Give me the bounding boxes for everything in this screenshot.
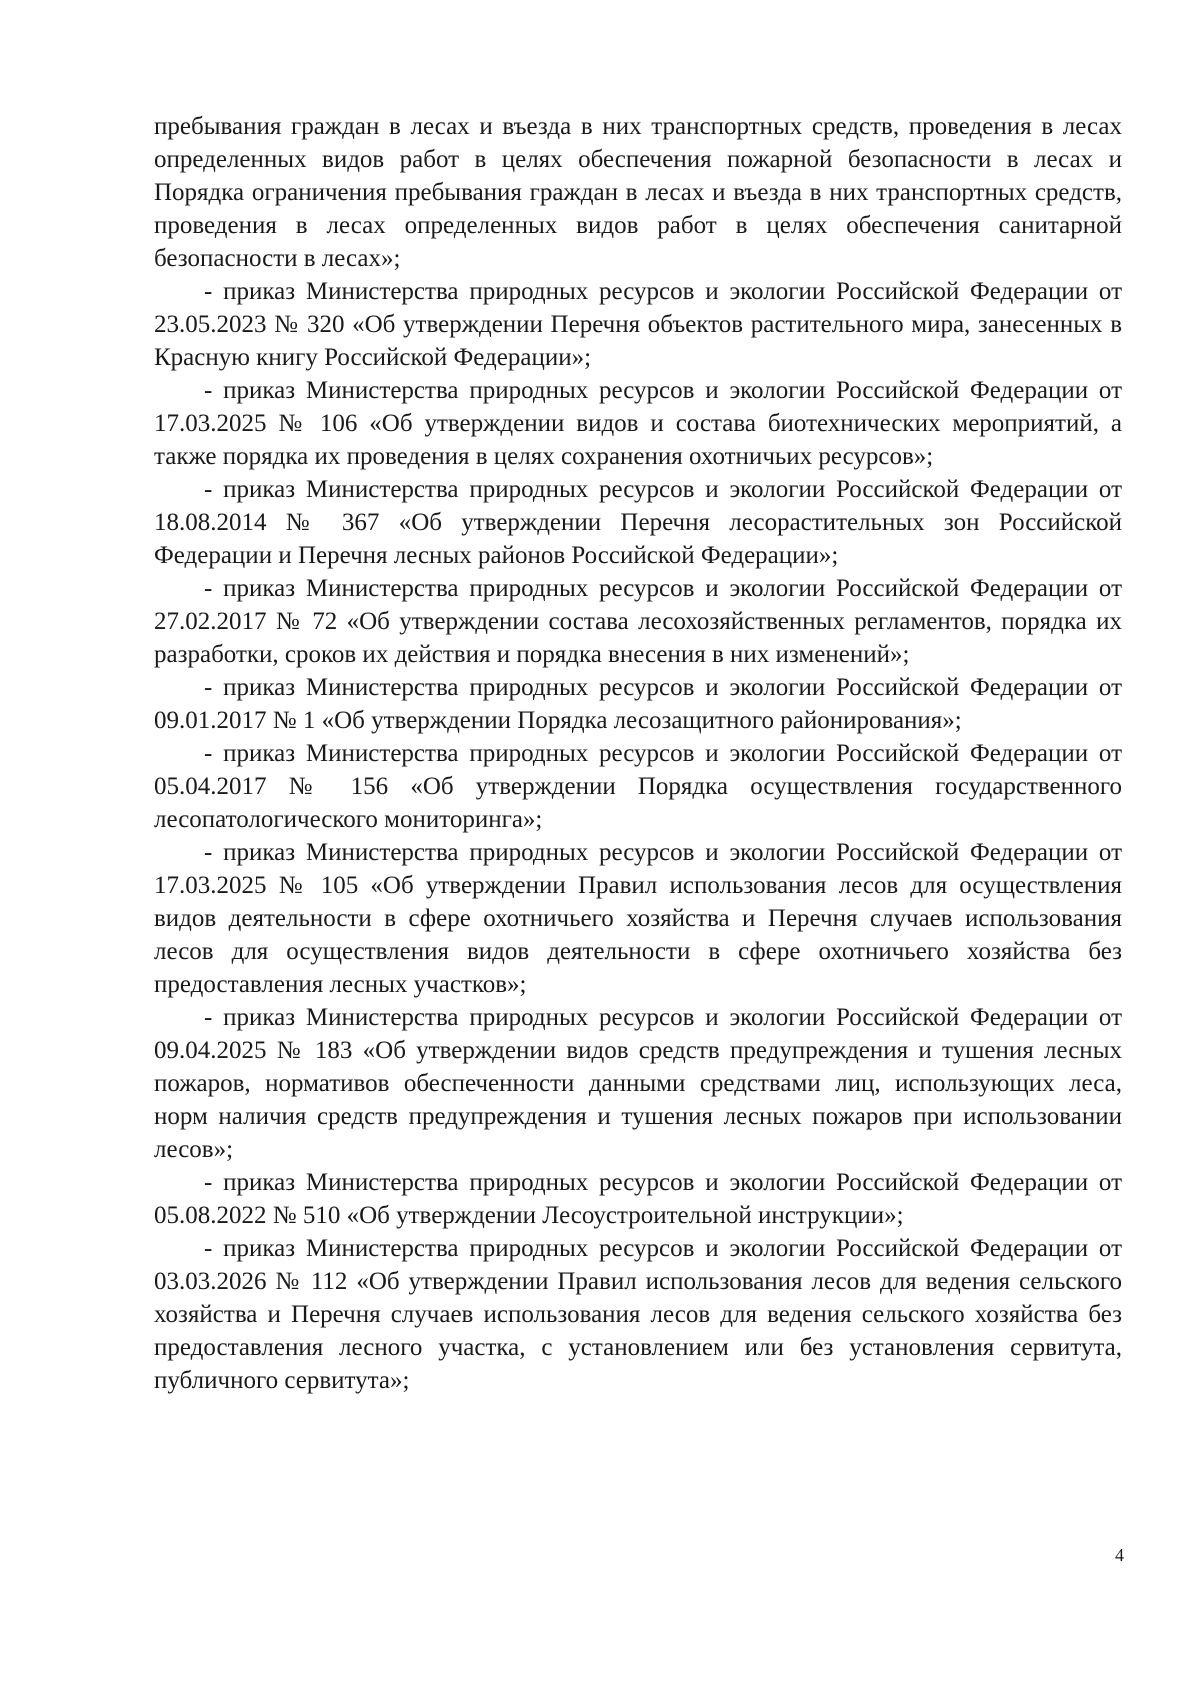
intro-paragraph: пребывания граждан в лесах и въезда в них транспортных средств, проведения в лесах определенных видов работ в целях обеспечения пожарной безопасности в лесах и Порядка ограничения пребывания граждан в лесах и въезда в них транспортных средств, проведения в лесах определенных видов работ в целях обеспечения санитарной безопасности в лесах»; — [154, 113, 1122, 272]
list-item: - приказ Министерства природных ресурсов и экологии Российской Федерации от 05.08.2022 № 510 «Об утверждении Лесоустроительной инструкции»; — [154, 1169, 1122, 1229]
list-item: - приказ Министерства природных ресурсов и экологии Российской Федерации от 03.03.2026 № 112 «Об утверждении Правил использования лесов для ведения сельского хозяйства и Перечня случаев использования лесов для ведения сельского хозяйства без предоставления лесного участка, с установлением или без установления сервитута, публичного сервитута»; — [154, 1235, 1122, 1394]
page-number: 4 — [1115, 1545, 1124, 1565]
list-item: - приказ Министерства природных ресурсов и экологии Российской Федерации от 09.04.2025 № 183 «Об утверждении видов средств предупреждения и тушения лесных пожаров, нормативов обеспеченности данными средствами лиц, использующих леса, норм наличия средств предупреждения и тушения лесных пожаров при использовании лесов»; — [154, 1004, 1122, 1163]
list-item: - приказ Министерства природных ресурсов и экологии Российской Федерации от 27.02.2017 № 72 «Об утверждении состава лесохозяйственных регламентов, порядка их разработки, сроков их действия и порядка внесения в них изменений»; — [154, 575, 1122, 668]
list-item: - приказ Министерства природных ресурсов и экологии Российской Федерации от 17.03.2025 № 106 «Об утверждении видов и состава биотехнических мероприятий, а также порядка их проведения в целях сохранения охотничьих ресурсов»; — [154, 377, 1122, 470]
list-item: - приказ Министерства природных ресурсов и экологии Российской Федерации от 18.08.2014 № 367 «Об утверждении Перечня лесорастительных зон Российской Федерации и Перечня лесных районов Российской Федерации»; — [154, 476, 1122, 569]
list-item: - приказ Министерства природных ресурсов и экологии Российской Федерации от 17.03.2025 № 105 «Об утверждении Правил использования лесов для осуществления видов деятельности в сфере охотничьего хозяйства и Перечня случаев использования лесов для осуществления видов деятельности в сфере охотничьего хозяйства без предоставления лесных участков»; — [154, 839, 1122, 998]
list-item: - приказ Министерства природных ресурсов и экологии Российской Федерации от 09.01.2017 № 1 «Об утверждении Порядка лесозащитного районирования»; — [154, 674, 1122, 734]
list-item: - приказ Министерства природных ресурсов и экологии Российской Федерации от 05.04.2017 № 156 «Об утверждении Порядка осуществления государственного лесопатологического мониторинга»; — [154, 740, 1122, 833]
list-item: - приказ Министерства природных ресурсов и экологии Российской Федерации от 23.05.2023 № 320 «Об утверждении Перечня объектов растительного мира, занесенных в Красную книгу Российской Федерации»; — [154, 278, 1122, 371]
document-body — [154, 110, 1122, 1397]
